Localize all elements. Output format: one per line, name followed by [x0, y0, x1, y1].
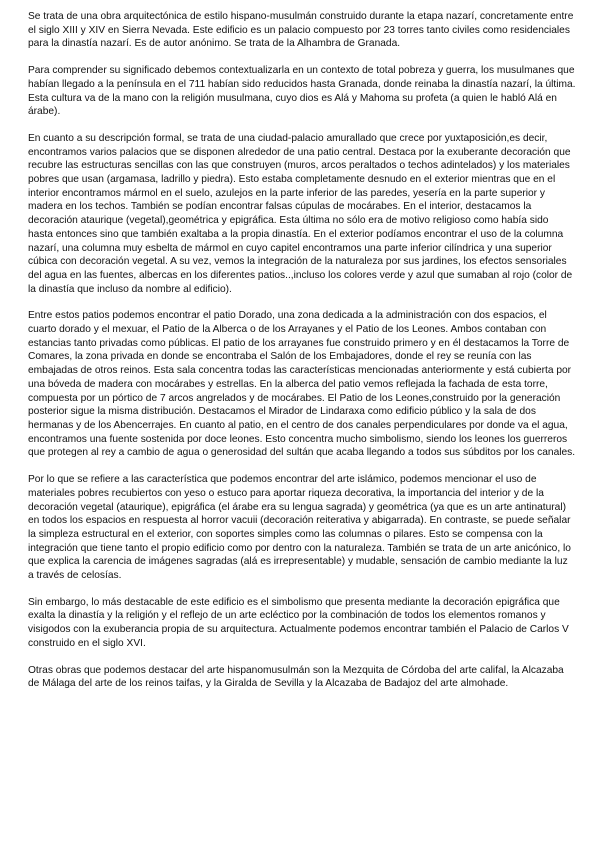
- paragraph-historical-context: Para comprender su significado debemos contextualizarla en un contexto de total pobreza y guerra, los musulmanes que habían llegado a la península en el 711 habían sido reducidos hasta Granada, donde reinaba la dinastía nazarí, la última. Esta cultura va de la mano con la religión musulmana, cuyo dios es Alá y Mahoma su profeta (a quien le habló Alá en árabe).: [28, 65, 576, 118]
- paragraph-symbolism: Sin embargo, lo más destacable de este edificio es el simbolismo que presenta mediante la decoración epigráfica que exalta la dinastía y la religión y el reflejo de un arte ecléctico por la combinación de todos los elementos romanos y visigodos con la exuberancia propia de su arquitectura. Actualmente podemos encontrar también el Palacio de Carlos V construido en el siglo XVI.: [28, 596, 569, 649]
- paragraph-other-works: Otras obras que podemos destacar del arte hispanomusulmán son la Mezquita de Córdoba del arte califal, la Alcazaba de Málaga del arte de los reinos taifas, y la Giralda de Sevilla y la Alcazaba de Badajoz del arte almohade.: [28, 664, 564, 690]
- paragraph-islamic-art-features: Por lo que se refiere a las característica que podemos encontrar del arte islámico, podemos mencionar el uso de materiales pobres recubiertos con yeso o estuco para aportar riqueza decorativa, la importancia del interior y de la decoración vegetal (ataurique), epigráfica (el árabe era su lengua sagrada) y geométrica (ya que es un arte antinatural) en todos los espacios en respuesta al horror vacuii (decoración reiterativa y abigarrada). En contraste, se puede señalar la simpleza estructural en el exterior, con soportes simples como las columnas o pilares. Esto se compensa con la integración que tiene tanto el propio edificio como por dentro con la naturaleza. También se trata de un arte anicónico, lo que explica la carencia de imágenes sagradas (alá es irrepresentable) y mudable, sensación de cambio mediante la luz a través de celosías.: [28, 474, 571, 582]
- paragraph-introduction: Se trata de una obra arquitectónica de estilo hispano-musulmán construido durante la etapa nazarí, concretamente entre el siglo XIII y XIV en Sierra Nevada. Este edificio es un palacio compuesto por 23 torres tanto civiles como residenciales para la dinastía nazarí. Es de autor anónimo. Se trata de la Alhambra de Granada.: [28, 11, 574, 50]
- document-page: [28, 10, 576, 704]
- paragraph-formal-description: En cuanto a su descripción formal, se trata de una ciudad-palacio amurallado que crece por yuxtaposición,es decir, encontramos varios palacios que se disponen alrededor de una patio central. Destaca por la exuberante decoración que recubre las estructuras sencillas con las que construyen (muros, arcos peraltados o techos adintelados) y los materiales pobres que usan (argamasa, ladrillo y piedra). Esto estaba completamente desnudo en el exterior mientras que en el interior encontramos mármol en el suelo, azulejos en la parte inferior de las paredes, yesería en la parte superior y madera en los techos. También se podían encontrar falsas cúpulas de mocárabes. En el interior, destacamos la decoración ataurique (vegetal),geométrica y epigráfica. Esta última no sólo era de motivo religioso como había sido hasta entonces sino que también exaltaba a la propia dinastía. En el exterior podíamos encontrar el uso de la columna nazarí, una columna muy esbelta de mármol en cuyo capitel encontramos una parte inferior cilíndrica y una superior cúbica con decoración vegetal. A su vez, vemos la integración de la naturaleza por sus jardines, los efectos sensoriales del agua en las fuentes, albercas en los diferentes patios..,incluso los colores verde y azul que sumaban al rojo (color de la dinastía que incluso da nombre al edificio).: [28, 132, 573, 295]
- paragraph-patios: Entre estos patios podemos encontrar el patio Dorado, una zona dedicada a la administración con dos espacios, el cuarto dorado y el mexuar, el Patio de la Alberca o de los Arrayanes y el Patio de los Leones. Ambos contaban con estancias tanto privadas como públicas. El patio de los arrayanes fue construido primero y en él destacamos la Torre de Comares, la zona privada en donde se encontraba el Salón de los Embajadores, donde el rey se reunía con las embajadas de otros reinos. Esta sala concentra todas las características mencionadas anteriormente y está cubierta por una bóveda de madera con mocárabes y estrellas. En la alberca del patio vemos reflejada la fachada de esta torre, compuesta por un pórtico de 7 arcos angrelados y de mocárabes. El Patio de los Leones,construido por la generación posterior sigue la misma distribución. Destacamos el Mirador de Lindaraxa como edificio público y la sala de dos hermanas y de los Abencerrajes. En cuanto al patio, en el centro de dos canales perpendiculares por donde va el agua, encontramos una fuente sostenida por doce leones. Esto concentra mucho simbolismo, siendo los leones los guerreros que protegen al rey a cambio de agua o generosidad del sultán que acaba llegando a todos sus súbditos por los canales.: [28, 310, 576, 459]
